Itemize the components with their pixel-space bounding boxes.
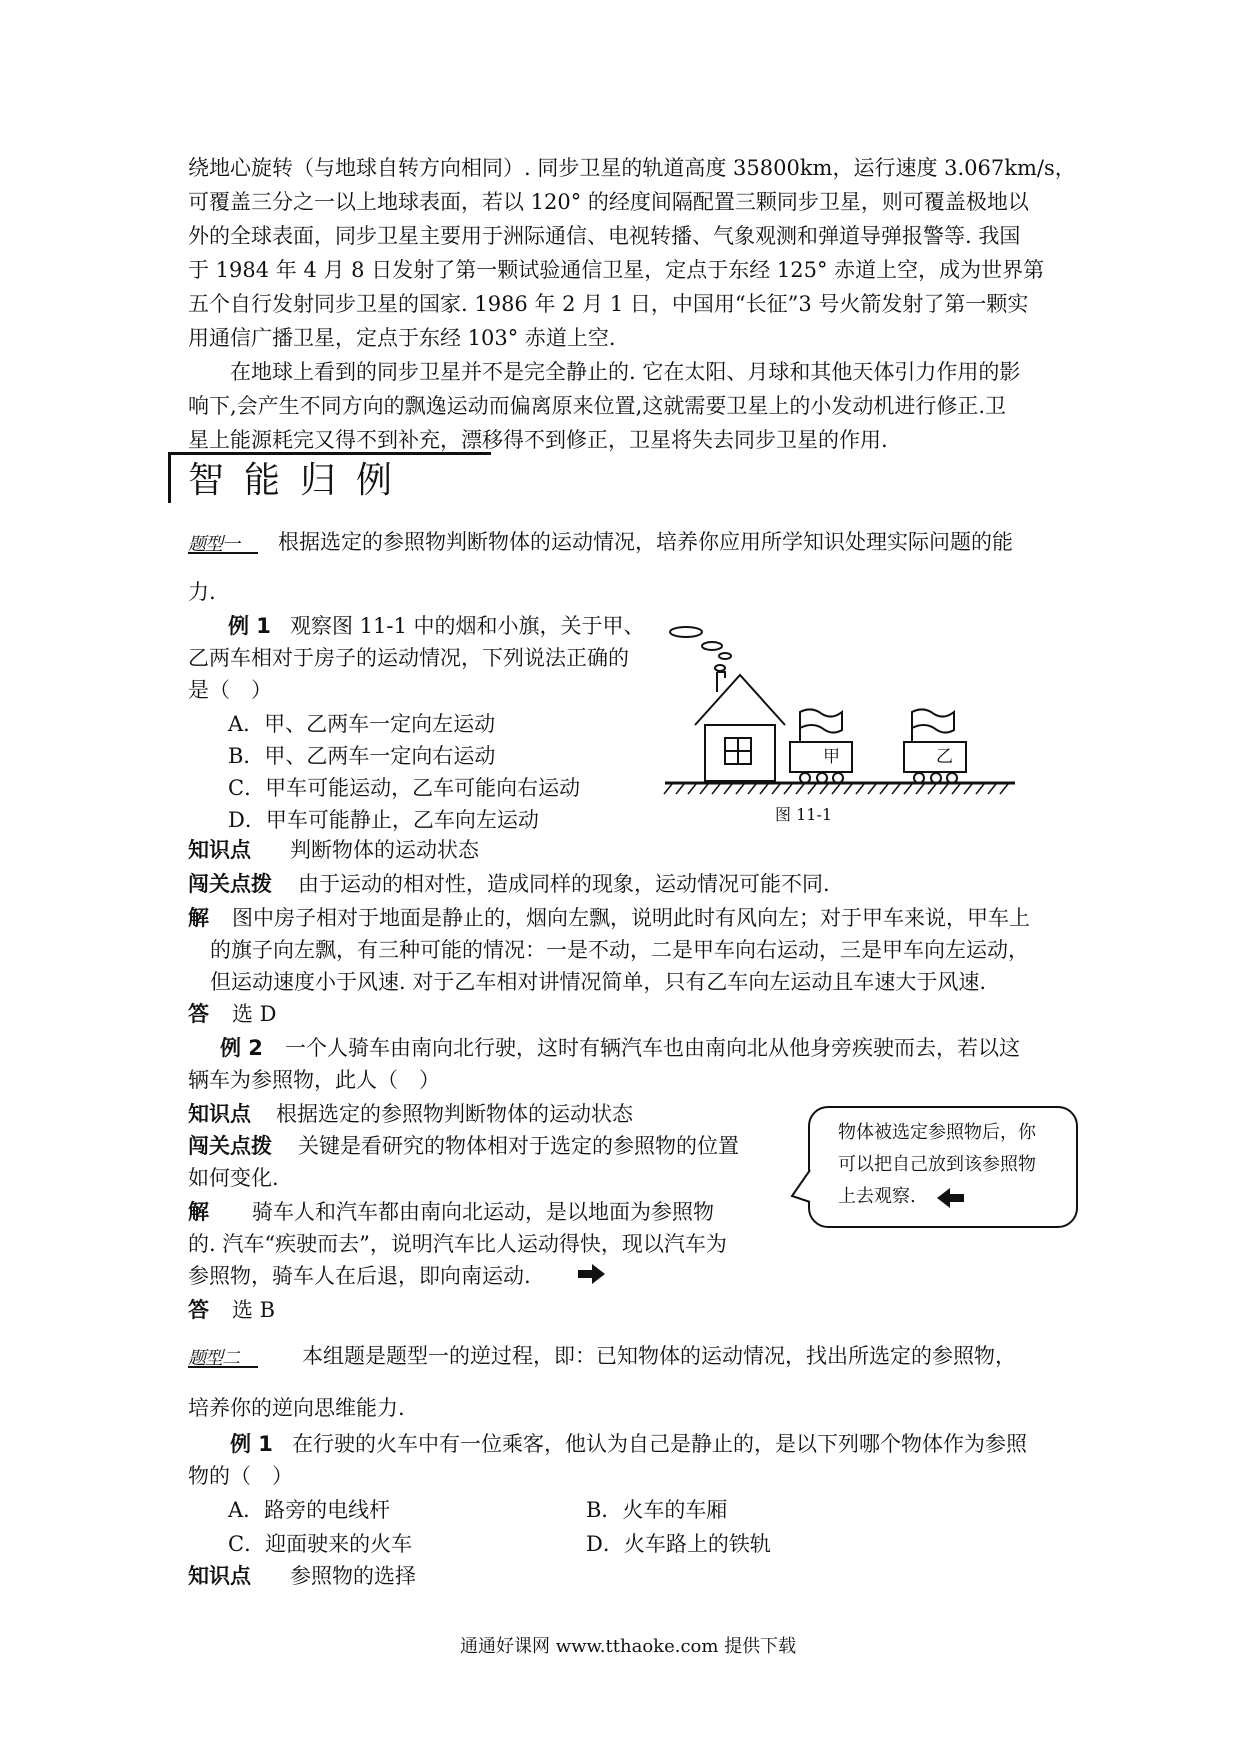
option-a: A．甲、乙两车一定向左运动: [228, 712, 496, 736]
solution-text: 但运动速度小于风速. 对于乙车相对讲情况简单，只有乙车向左运动且车速大于风速.: [210, 970, 987, 994]
bubble-tail: [790, 1170, 814, 1204]
flag-yi: [912, 709, 954, 732]
type1-tag: 题型一: [188, 530, 258, 554]
question-text: 乙两车相对于房子的运动情况，下列说法正确的: [188, 646, 629, 670]
solution-label: 解: [188, 906, 209, 930]
intro-line: 在地球上看到的同步卫星并不是完全静止的. 它在太阳、月球和其他天体引力作用的影: [188, 360, 1021, 384]
figure-caption: 图 11-1: [775, 805, 833, 824]
question-text: 是（ ）: [188, 678, 272, 702]
answer-text: 选 B: [232, 1298, 276, 1322]
tip-label: 闯关点拨: [188, 1134, 272, 1158]
knowledge-label: 知识点: [188, 1102, 251, 1126]
bubble-text: 物体被选定参照物后，你: [838, 1122, 1036, 1143]
knowledge-text: 根据选定的参照物判断物体的运动状态: [276, 1102, 633, 1126]
answer-label: 答: [188, 1002, 209, 1026]
knowledge-label: 知识点: [188, 1564, 251, 1588]
option-c: C．甲车可能运动，乙车可能向右运动: [228, 776, 581, 800]
car-label-yi: 乙: [936, 747, 953, 767]
option-a: A．路旁的电线杆: [228, 1498, 391, 1522]
option-b: B．火车的车厢: [586, 1498, 728, 1522]
question-text: 物的（ ）: [188, 1464, 293, 1488]
example-label: 例 1: [230, 1432, 273, 1456]
example-label: 例 1: [228, 614, 271, 638]
solution-label: 解: [188, 1200, 209, 1224]
question-text: 观察图 11-1 中的烟和小旗，关于甲、: [290, 614, 645, 638]
option-d: D．火车路上的铁轨: [586, 1532, 771, 1556]
smoke-puff: [715, 665, 725, 671]
question-text: 一个人骑车由南向北行驶，这时有辆汽车也由南向北从他身旁疾驶而去，若以这: [285, 1036, 1020, 1060]
intro-line: 可覆盖三分之一以上地球表面，若以 120° 的经度间隔配置三颗同步卫星，则可覆盖极地以: [188, 190, 1029, 214]
figure-house-cars: [660, 620, 1020, 800]
footer-text: 通通好课网 www.tthaoke.com 提供下载: [460, 1636, 797, 1657]
type2-desc: 培养你的逆向思维能力.: [188, 1396, 405, 1420]
type1-desc: 力.: [188, 580, 216, 604]
flag-jia: [800, 709, 842, 732]
knowledge-text: 参照物的选择: [290, 1564, 416, 1588]
type1-desc: 根据选定的参照物判断物体的运动情况，培养你应用所学知识处理实际问题的能: [278, 530, 1013, 554]
tip-text: 关键是看研究的物体相对于选定的参照物的位置: [298, 1134, 739, 1158]
knowledge-text: 判断物体的运动状态: [290, 838, 479, 862]
intro-line: 用通信广播卫星，定点于东经 103° 赤道上空.: [188, 326, 616, 350]
solution-text: 的旗子向左飘，有三种可能的情况：一是不动，二是甲车向右运动，三是甲车向左运动，: [210, 938, 1029, 962]
house-roof: [695, 675, 785, 725]
knowledge-label: 知识点: [188, 838, 251, 862]
solution-text: 的. 汽车“疾驶而去”，说明汽车比人运动得快，现以汽车为: [188, 1232, 727, 1256]
intro-line: 响下,会产生不同方向的飘逸运动而偏离原来位置,这就需要卫星上的小发动机进行修正.卫: [188, 394, 1007, 418]
car-label-jia: 甲: [823, 747, 840, 767]
answer-label: 答: [188, 1298, 209, 1322]
bubble-text: 可以把自己放到该参照物: [838, 1154, 1036, 1175]
tip-label: 闯关点拨: [188, 872, 272, 896]
tip-text: 如何变化.: [188, 1166, 279, 1190]
intro-line: 外的全球表面，同步卫星主要用于洲际通信、电视转播、气象观测和弹道导弹报警等. 我国: [188, 224, 1021, 248]
solution-text: 参照物，骑车人在后退，即向南运动.: [188, 1264, 531, 1288]
car-yi: [904, 742, 966, 772]
house-wall: [705, 725, 775, 781]
intro-line: 星上能源耗完又得不到补充，漂移得不到修正，卫星将失去同步卫星的作用.: [188, 428, 888, 452]
type2-tag: 题型二: [188, 1344, 258, 1368]
answer-text: 选 D: [232, 1002, 277, 1026]
bubble-text: 上去观察.: [838, 1186, 916, 1207]
car-jia: [790, 742, 852, 772]
smoke-puff: [702, 642, 722, 650]
option-d: D．甲车可能静止，乙车向左运动: [228, 808, 539, 832]
section-title: 智能归例: [188, 460, 413, 501]
solution-text: 骑车人和汽车都由南向北运动，是以地面为参照物: [252, 1200, 714, 1224]
right-arrow-icon: [578, 1264, 606, 1284]
option-c: C．迎面驶来的火车: [228, 1532, 413, 1556]
question-text: 在行驶的火车中有一位乘客，他认为自己是静止的，是以下列哪个物体作为参照: [292, 1432, 1027, 1456]
example-label: 例 2: [220, 1036, 263, 1060]
left-arrow-icon: [936, 1188, 964, 1208]
intro-line: 于 1984 年 4 月 8 日发射了第一颗试验通信卫星，定点于东经 125° 赤道上空，成为世界第: [188, 258, 1045, 282]
smoke-puff: [670, 627, 702, 637]
question-text: 辆车为参照物，此人（ ）: [188, 1068, 440, 1092]
solution-text: 图中房子相对于地面是静止的，烟向左飘，说明此时有风向左；对于甲车来说，甲车上: [232, 906, 1030, 930]
tip-bubble: [808, 1106, 1078, 1228]
tip-text: 由于运动的相对性，造成同样的现象，运动情况可能不同.: [298, 872, 830, 896]
intro-line: 五个自行发射同步卫星的国家. 1986 年 2 月 1 日，中国用“长征”3 号火箭发射了第一颗实: [188, 292, 1029, 316]
type2-desc: 本组题是题型一的逆过程，即：已知物体的运动情况，找出所选定的参照物，: [302, 1344, 1016, 1368]
intro-line: 绕地心旋转（与地球自转方向相同）. 同步卫星的轨道高度 35800km，运行速度 3.067km/s，: [188, 156, 1076, 180]
option-b: B．甲、乙两车一定向右运动: [228, 744, 496, 768]
smoke-puff: [719, 653, 731, 659]
